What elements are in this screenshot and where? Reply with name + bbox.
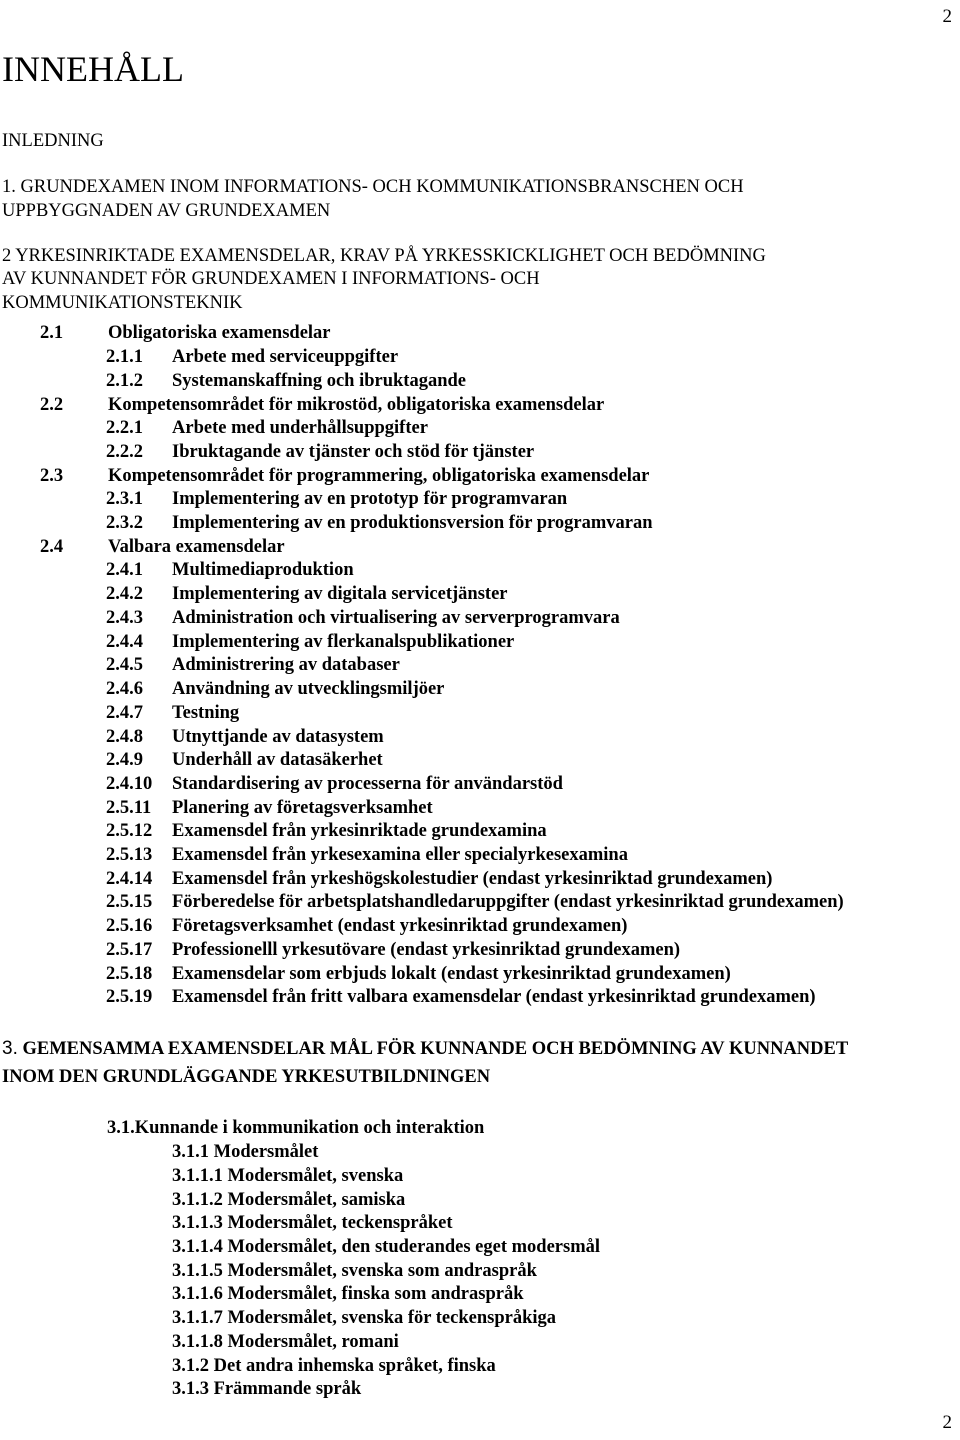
- toc-entry: [106, 915, 627, 937]
- toc-entry-text: Implementering av en prototyp för programvaran: [172, 489, 568, 509]
- toc-entry-number: 2.4.2: [106, 584, 143, 604]
- toc-entry-text: Utnyttjande av datasystem: [172, 727, 384, 747]
- toc-entry-text: Multimediaproduktion: [172, 560, 354, 580]
- toc-sec2-line2: AV KUNNANDET FÖR GRUNDEXAMEN I INFORMATIONS- OCH: [2, 269, 540, 289]
- toc-entry-number: 2.3.2: [106, 513, 143, 533]
- toc-entry-number: 2.1: [40, 323, 64, 343]
- toc-entry-text: Examensdelar som erbjuds lokalt (endast yrkesinriktad grundexamen): [172, 964, 731, 984]
- toc-entry-text: Implementering av digitala servicetjänster: [172, 584, 508, 604]
- toc-entry: [106, 678, 444, 700]
- toc-entry: [106, 512, 653, 534]
- toc-inledning: INLEDNING: [2, 131, 104, 151]
- toc-entry-text: Standardisering av processerna för användarstöd: [172, 774, 563, 794]
- toc-entry-number: 2.5.19: [106, 987, 153, 1007]
- toc-entry: [40, 536, 285, 558]
- toc-entry-number: 2.4.6: [106, 679, 143, 699]
- page-number-bottom: 2: [942, 1412, 952, 1433]
- toc-entry: 3.1.1.5 Modersmålet, svenska som andraspråk: [172, 1261, 537, 1281]
- toc-entry-text: Professionelll yrkesutövare (endast yrkesinriktad grundexamen): [172, 940, 681, 960]
- toc-entry: 3.1.1.3 Modersmålet, teckenspråket: [172, 1213, 453, 1233]
- toc-entry-text: Valbara examensdelar: [108, 537, 285, 557]
- toc-entry: [106, 891, 844, 913]
- toc-entry-number: 2.4.4: [106, 632, 143, 652]
- page-number-top: 2: [942, 6, 952, 27]
- toc-entry-number: 2.5.15: [106, 892, 153, 912]
- toc-entry: 3.1.1.2 Modersmålet, samiska: [172, 1190, 406, 1210]
- toc-entry-number: 2.4.8: [106, 727, 143, 747]
- toc-entry-number: 2.4.7: [106, 703, 143, 723]
- toc-entry: [106, 583, 508, 605]
- toc-entry-number: 2.2.1: [106, 418, 143, 438]
- toc-entry: [106, 488, 567, 510]
- toc-entry-text: Planering av företagsverksamhet: [172, 798, 433, 818]
- toc-entry: 3.1.Kunnande i kommunikation och interaktion: [107, 1118, 485, 1138]
- toc-entry-number: 2.4.5: [106, 655, 143, 675]
- toc-entry-text: Kompetensområdet för programmering, obligatoriska examensdelar: [108, 466, 650, 486]
- toc-entry: [106, 868, 772, 890]
- toc-entry: [106, 417, 428, 439]
- toc-entry-text: Kompetensområdet för mikrostöd, obligatoriska examensdelar: [108, 395, 605, 415]
- toc-entry-text: Företagsverksamhet (endast yrkesinriktad grundexamen): [172, 916, 628, 936]
- toc-entry-text: Systemanskaffning och ibruktagande: [172, 371, 467, 391]
- toc-entry-number: 2.5.18: [106, 964, 153, 984]
- toc-entry-text: Implementering av flerkanalspublikationer: [172, 632, 515, 652]
- toc-entry-text: Implementering av en produktionsversion för programvaran: [172, 513, 653, 533]
- toc-entry: [106, 346, 398, 368]
- toc-entry-text: Examensdel från yrkesinriktade grundexamina: [172, 821, 547, 841]
- toc-sec2-line1: 2 YRKESINRIKTADE EXAMENSDELAR, KRAV PÅ YRKESSKICKLIGHET OCH BEDÖMNING: [2, 246, 766, 266]
- toc-entry-number: 2.5.17: [106, 940, 153, 960]
- toc-entry: [106, 797, 433, 819]
- toc-entry: [106, 370, 466, 392]
- toc-entry-text: Förberedelse för arbetsplatshandledaruppgifter (endast yrkesinriktad grundexamen): [172, 892, 844, 912]
- toc-sec1-line2: UPPBYGGNADEN AV GRUNDEXAMEN: [2, 201, 331, 221]
- toc-entry-text: Examensdel från yrkesexamina eller specialyrkesexamina: [172, 845, 628, 865]
- toc-entry-text: Arbete med serviceuppgifter: [172, 347, 399, 367]
- toc-entry-number: 2.4: [40, 537, 64, 557]
- toc-sec3-number: 3.: [2, 1038, 18, 1059]
- toc-entry: [106, 749, 383, 771]
- toc-entry-number: 2.5.13: [106, 845, 153, 865]
- toc-entry-number: 2.3: [40, 466, 64, 486]
- toc-entry: [106, 844, 628, 866]
- toc-entry-number: 2.4.14: [106, 869, 153, 889]
- toc-entry-text: Administrering av databaser: [172, 655, 400, 675]
- toc-entry-text: Arbete med underhållsuppgifter: [172, 418, 428, 438]
- toc-entry: [40, 322, 331, 344]
- toc-entry: [106, 441, 534, 463]
- toc-entry-text: Examensdel från yrkeshögskolestudier (endast yrkesinriktad grundexamen): [172, 869, 773, 889]
- toc-entry-number: 2.4.9: [106, 750, 143, 770]
- toc-entry-number: 2.2.2: [106, 442, 143, 462]
- toc-entry-text: Underhåll av datasäkerhet: [172, 750, 383, 770]
- toc-entry-number: 2.1.2: [106, 371, 143, 391]
- toc-entry: [40, 465, 649, 487]
- toc-entry-text: Testning: [172, 703, 240, 723]
- toc-entry: 3.1.1.8 Modersmålet, romani: [172, 1332, 399, 1352]
- toc-entry-number: 2.5.12: [106, 821, 153, 841]
- toc-entry: [106, 820, 547, 842]
- toc-entry-text: Ibruktagande av tjänster och stöd för tjänster: [172, 442, 535, 462]
- toc-entry: 3.1.1.6 Modersmålet, finska som andraspråk: [172, 1284, 524, 1304]
- toc-entry-number: 2.5.16: [106, 916, 153, 936]
- page-title: INNEHÅLL: [2, 49, 184, 89]
- toc-entry-number: 2.3.1: [106, 489, 143, 509]
- toc-sec3-line2: INOM DEN GRUNDLÄGGANDE YRKESUTBILDNINGEN: [2, 1067, 491, 1087]
- toc-entry: 3.1.1.4 Modersmålet, den studerandes eget modersmål: [172, 1237, 601, 1257]
- toc-entry-number: 2.1.1: [106, 347, 143, 367]
- toc-entry-number: 2.5.11: [106, 798, 152, 818]
- toc-entry: [40, 394, 604, 416]
- toc-entry-number: 2.4.1: [106, 560, 143, 580]
- toc-entry: [106, 939, 680, 961]
- toc-entry: 3.1.3 Främmande språk: [172, 1379, 362, 1399]
- toc-entry: [106, 559, 354, 581]
- toc-entry: [106, 607, 620, 629]
- toc-entry: 3.1.1.1 Modersmålet, svenska: [172, 1166, 404, 1186]
- toc-entry-number: 2.4.10: [106, 774, 153, 794]
- toc-sec3-title: GEMENSAMMA EXAMENSDELAR MÅL FÖR KUNNANDE OCH BEDÖMNING AV KUNNANDET: [17, 1039, 849, 1059]
- toc-sec2-line3: KOMMUNIKATIONSTEKNIK: [2, 293, 243, 313]
- toc-entry: 3.1.1 Modersmålet: [172, 1142, 319, 1162]
- toc-entry-text: Administration och virtualisering av serverprogramvara: [172, 608, 620, 628]
- toc-entry: [106, 986, 816, 1008]
- toc-entry-text: Examensdel från fritt valbara examensdelar (endast yrkesinriktad grundexamen): [172, 987, 816, 1007]
- toc-entry-text: Användning av utvecklingsmiljöer: [172, 679, 445, 699]
- toc-sec3-line1: [2, 1038, 848, 1060]
- toc-entry: [106, 963, 731, 985]
- toc-sec1-line1: 1. GRUNDEXAMEN INOM INFORMATIONS- OCH KOMMUNIKATIONSBRANSCHEN OCH: [2, 177, 744, 197]
- toc-entry: [106, 702, 239, 724]
- toc-entry-text: Obligatoriska examensdelar: [108, 323, 331, 343]
- toc-entry: [106, 631, 514, 653]
- toc-entry: 3.1.2 Det andra inhemska språket, finska: [172, 1356, 496, 1376]
- toc-entry: 3.1.1.7 Modersmålet, svenska för teckenspråkiga: [172, 1308, 557, 1328]
- toc-entry-number: 2.2: [40, 395, 64, 415]
- toc-entry: [106, 773, 563, 795]
- toc-entry: [106, 726, 384, 748]
- toc-entry: [106, 654, 400, 676]
- toc-entry-number: 2.4.3: [106, 608, 143, 628]
